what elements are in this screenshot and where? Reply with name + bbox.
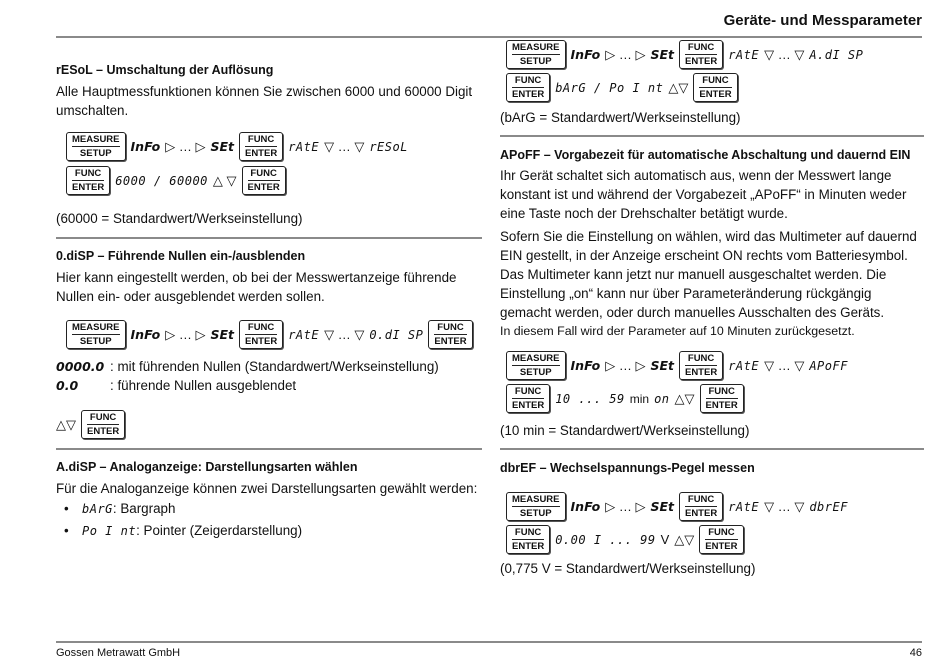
func-enter-key[interactable]: FUNC ENTER xyxy=(81,410,125,439)
adisp-sequence-2 xyxy=(506,73,924,102)
right-arrow-icon: ▷ … ▷ xyxy=(605,46,646,62)
func-enter-key[interactable]: FUNC ENTER xyxy=(679,492,723,521)
odisp-title: 0.diSP – Führende Nullen ein-/ausblenden xyxy=(56,249,306,263)
header-title: Geräte- und Messparameter xyxy=(723,12,922,29)
odisp-text: Hier kann eingestellt werden, ob bei der Messwertanzeige führende Nullen ein- oder ausgeblendet werden sollen. xyxy=(56,270,457,304)
adisp-default: (bArG = Standardwert/Werkseinstellung) xyxy=(500,110,741,125)
func-enter-key[interactable]: FUNC ENTER xyxy=(700,384,744,413)
adisp-text: Für die Analoganzeige können zwei Darstellungsarten gewählt werden: xyxy=(56,481,478,496)
apoff-sequence-2 xyxy=(506,384,924,413)
adisp-options xyxy=(56,498,482,542)
lcd-on: on xyxy=(654,391,670,406)
up-down-arrow-icon: △▽ xyxy=(668,79,689,95)
dbref-default: (0,775 V = Standardwert/Werkseinstellung) xyxy=(500,561,756,576)
lcd-res-values: 6000 / 60000 xyxy=(115,173,208,188)
dbref-sequence-1 xyxy=(506,492,924,521)
func-enter-key[interactable]: FUNC ENTER xyxy=(506,525,550,554)
up-down-arrow-icon: △▽ xyxy=(674,390,695,406)
page-number: 46 xyxy=(909,647,922,659)
right-arrow-icon: ▷ … ▷ xyxy=(605,357,646,373)
right-arrow-icon: ▷ … ▷ xyxy=(605,498,646,514)
measure-setup-key[interactable]: MEASURE SETUP xyxy=(506,492,566,521)
right-arrow-icon: ▷ … ▷ xyxy=(165,326,206,342)
func-enter-key[interactable]: FUNC ENTER xyxy=(242,166,286,195)
resol-text: Alle Hauptmessfunktionen können Sie zwischen 6000 und 60000 Digit umschalten. xyxy=(56,84,473,118)
down-arrow-icon: ▽ … ▽ xyxy=(764,498,805,514)
measure-setup-key[interactable]: MEASURE SETUP xyxy=(506,40,566,69)
up-down-arrow-icon: △▽ xyxy=(56,416,76,432)
lcd-info: InFo xyxy=(130,139,161,154)
lcd-apoff-range: 10 ... 59 xyxy=(555,391,625,406)
lcd-set: SEt xyxy=(650,499,674,514)
odisp-option-off: 0.0 : führende Nullen ausgeblendet xyxy=(56,378,297,393)
func-enter-key[interactable]: FUNC ENTER xyxy=(428,320,472,349)
lcd-dbref: dbrEF xyxy=(809,499,848,514)
lcd-info: InFo xyxy=(570,499,601,514)
footer-company: Gossen Metrawatt GmbH xyxy=(56,647,181,659)
lcd-info: InFo xyxy=(570,358,601,373)
odisp-sequence xyxy=(66,320,482,349)
func-enter-key[interactable]: FUNC ENTER xyxy=(506,73,550,102)
down-arrow-icon: ▽ … ▽ xyxy=(324,138,365,154)
up-down-arrow-icon: △▽ xyxy=(674,531,695,547)
func-enter-key[interactable]: FUNC ENTER xyxy=(66,166,110,195)
list-item: • Po I nt: Pointer (Zeigerdarstellung) xyxy=(64,520,482,542)
adisp-sequence-1 xyxy=(506,40,924,69)
lcd-odisp: 0.dI SP xyxy=(369,327,424,342)
lcd-set: SEt xyxy=(650,47,674,62)
dbref-title: dbrEF – Wechselspannungs-Pegel messen xyxy=(500,461,755,475)
apoff-text-3: In diesem Fall wird der Parameter auf 10 Minuten zurückgesetzt. xyxy=(500,324,855,338)
right-arrow-icon: ▷ … ▷ xyxy=(165,138,206,154)
resol-title: rESoL – Umschaltung der Auflösung xyxy=(56,63,274,77)
dbref-unit: V xyxy=(660,532,670,547)
lcd-rate: rAtE xyxy=(728,499,760,514)
down-arrow-icon: ▽ … ▽ xyxy=(764,46,805,62)
measure-setup-key[interactable]: MEASURE SETUP xyxy=(66,320,126,349)
lcd-apoff: APoFF xyxy=(809,358,848,373)
lcd-adisp: A.dI SP xyxy=(809,47,864,62)
up-down-arrow-icon: △ ▽ xyxy=(212,172,237,188)
lcd-rate: rAtE xyxy=(288,139,320,154)
list-item: • bArG: Bargraph xyxy=(64,498,482,520)
apoff-title: APoFF – Vorgabezeit für automatische Abschaltung und dauernd EIN xyxy=(500,148,911,162)
apoff-default: (10 min = Standardwert/Werkseinstellung) xyxy=(500,423,750,438)
lcd-resol: rESoL xyxy=(369,139,408,154)
odisp-option-on: 0000.0 : mit führenden Nullen (Standardwert/Werkseinstellung) xyxy=(56,359,439,374)
lcd-dbref-range: 0.00 I ... 99 xyxy=(555,532,656,547)
apoff-min-unit: min xyxy=(629,391,650,406)
lcd-bargraph-pointer: bArG / Po I nt xyxy=(555,80,664,95)
down-arrow-icon: ▽ … ▽ xyxy=(324,326,365,342)
func-enter-key[interactable]: FUNC ENTER xyxy=(679,40,723,69)
resol-sequence-1 xyxy=(66,132,482,161)
left-column xyxy=(56,36,482,542)
resol-sequence-2 xyxy=(66,166,482,195)
func-enter-key[interactable]: FUNC ENTER xyxy=(679,351,723,380)
lcd-set: SEt xyxy=(210,327,234,342)
apoff-sequence-1 xyxy=(506,351,924,380)
lcd-rate: rAtE xyxy=(728,47,760,62)
lcd-set: SEt xyxy=(650,358,674,373)
lcd-info: InFo xyxy=(570,47,601,62)
measure-setup-key[interactable]: MEASURE SETUP xyxy=(66,132,126,161)
right-column xyxy=(500,36,924,578)
func-enter-key[interactable]: FUNC ENTER xyxy=(693,73,737,102)
dbref-sequence-2 xyxy=(506,525,924,554)
resol-default: (60000 = Standardwert/Werkseinstellung) xyxy=(56,211,303,226)
apoff-text-1: Ihr Gerät schaltet sich automatisch aus, wenn der Messwert lange konstant ist und während der Vorgabezeit „APoFF“ in Minuten weder eine Taste noch der Drehschalter betätigt wurde. xyxy=(500,168,907,221)
lcd-info: InFo xyxy=(130,327,161,342)
measure-setup-key[interactable]: MEASURE SETUP xyxy=(506,351,566,380)
footer-rule xyxy=(56,641,922,643)
lcd-rate: rAtE xyxy=(728,358,760,373)
func-enter-key[interactable]: FUNC ENTER xyxy=(506,384,550,413)
func-enter-key[interactable]: FUNC ENTER xyxy=(699,525,743,554)
func-enter-key[interactable]: FUNC ENTER xyxy=(239,320,283,349)
func-enter-key[interactable]: FUNC ENTER xyxy=(239,132,283,161)
lcd-set: SEt xyxy=(210,139,234,154)
lcd-rate: rAtE xyxy=(288,327,320,342)
odisp-confirm xyxy=(56,410,482,439)
apoff-text-2: Sofern Sie die Einstellung on wählen, wird das Multimeter auf dauernd EIN gestellt, in der Anzeige erscheint ON rechts vom Batteriesymbol. Das Multimeter kann jetzt nur manuell ausgeschaltet werden. Die Einstellung „on“ kann nur über Parameteränderung rückgängig gemacht werden, oder durch manuelles Ausschalten des Geräts. xyxy=(500,229,917,320)
down-arrow-icon: ▽ … ▽ xyxy=(764,357,805,373)
adisp-title: A.diSP – Analoganzeige: Darstellungsarten wählen xyxy=(56,460,358,474)
